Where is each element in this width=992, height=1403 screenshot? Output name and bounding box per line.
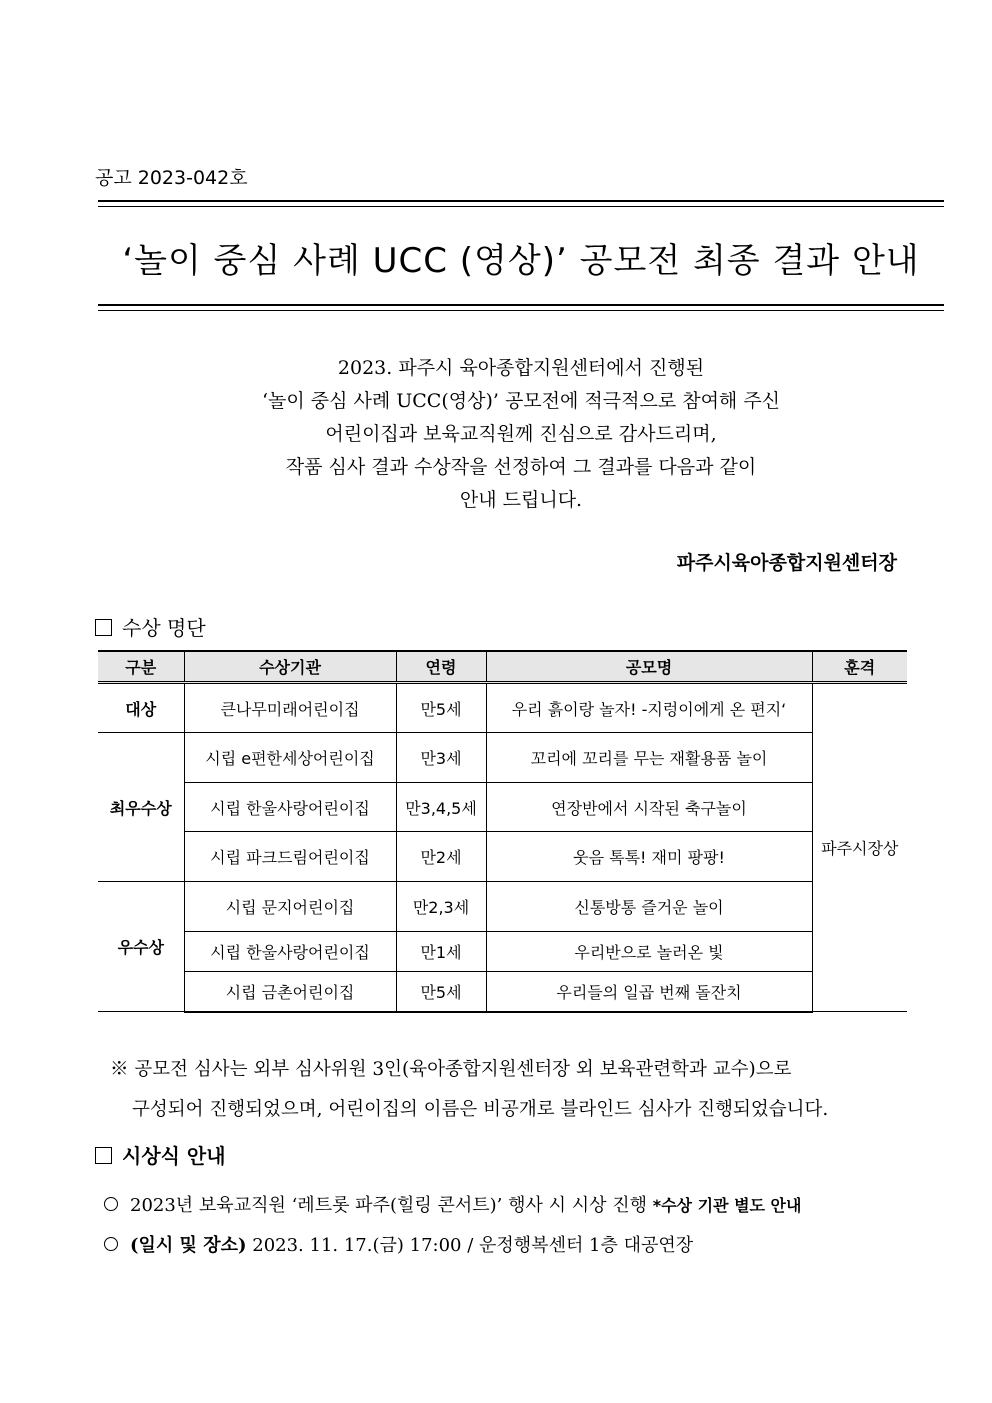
header-age: 연령: [396, 651, 486, 683]
intro-line: 2023. 파주시 육아종합지원센터에서 진행된: [337, 357, 705, 379]
age-cell: 만1세: [396, 932, 486, 972]
signer: 파주시육아종합지원센터장: [676, 552, 897, 574]
header-organization: 수상기관: [184, 651, 396, 683]
work-cell: 신통방통 즐거운 놀이: [486, 882, 812, 932]
org-cell: 큰나무미래어린이집: [184, 683, 396, 733]
section-title: 수상 명단: [122, 616, 206, 640]
ceremony-label: (일시 및 장소): [130, 1235, 247, 1256]
table-row: [98, 832, 907, 882]
work-cell: 웃음 톡톡! 재미 팡팡!: [486, 832, 812, 882]
notice-number: 공고 2023-042호: [95, 167, 248, 189]
header-category: 구분: [98, 651, 184, 683]
ceremony-notice: *수상 기관 별도 안내: [652, 1196, 802, 1215]
category-cell: 최우수상: [98, 733, 184, 882]
work-cell: 연장반에서 시작된 축구놀이: [486, 783, 812, 832]
table-row: [98, 733, 907, 783]
header-work-title: 공모명: [486, 651, 812, 683]
org-cell: 시립 한울사랑어린이집: [184, 932, 396, 972]
work-cell: 꼬리에 꼬리를 무는 재활용품 놀이: [486, 733, 812, 783]
intro-paragraph: [98, 352, 944, 517]
circle-bullet-icon: [104, 1197, 118, 1211]
age-cell: 만5세: [396, 683, 486, 733]
intro-line: 어린이집과 보육교직원께 진심으로 감사드리며,: [325, 423, 717, 445]
table-row: [98, 972, 907, 1012]
honor-cell: 파주시장상: [812, 683, 907, 1012]
intro-line: 안내 드립니다.: [459, 489, 583, 511]
page-title: ‘놀이 중심 사례 UCC (영상)’ 공모전 최종 결과 안내: [122, 241, 920, 281]
work-cell: 우리반으로 놀러온 빛: [486, 932, 812, 972]
awards-table: [98, 650, 907, 1013]
checkbox-square-icon: [95, 1147, 112, 1164]
org-cell: 시립 한울사랑어린이집: [184, 783, 396, 832]
review-note: [110, 1050, 828, 1130]
table-row: [98, 683, 907, 733]
list-item: [104, 1186, 801, 1226]
age-cell: 만2세: [396, 832, 486, 882]
ceremony-text: 2023년 보육교직원 ‘레트롯 파주(힐링 콘서트)’ 행사 시 시상 진행: [130, 1195, 647, 1216]
note-line: ※ 공모전 심사는 외부 심사위원 3인(육아종합지원센터장 외 보육관련학과 교수)으로: [110, 1059, 792, 1080]
age-cell: 만3세: [396, 733, 486, 783]
title-bottom-rule: [98, 304, 944, 311]
category-cell: 우수상: [98, 882, 184, 1012]
age-cell: 만3,4,5세: [396, 783, 486, 832]
org-cell: 시립 문지어린이집: [184, 882, 396, 932]
section-heading-awards: [95, 612, 206, 641]
note-line: 구성되어 진행되었으며, 어린이집의 이름은 비공개로 블라인드 심사가 진행되었습니다.: [132, 1099, 829, 1120]
work-cell: 우리들의 일곱 번째 돌잔치: [486, 972, 812, 1012]
age-cell: 만5세: [396, 972, 486, 1012]
org-cell: 시립 금촌어린이집: [184, 972, 396, 1012]
table-row: [98, 932, 907, 972]
list-item: [104, 1226, 801, 1266]
table-row: [98, 783, 907, 832]
age-cell: 만2,3세: [396, 882, 486, 932]
section-title: 시상식 안내: [122, 1144, 226, 1168]
table-header-row: [98, 651, 907, 683]
ceremony-list: [104, 1186, 801, 1266]
org-cell: 시립 파크드림어린이집: [184, 832, 396, 882]
circle-bullet-icon: [104, 1237, 118, 1251]
work-cell: 우리 흙이랑 놀자! -지렁이에게 온 편지‘: [486, 683, 812, 733]
table-row: [98, 882, 907, 932]
ceremony-datetime-place: 2023. 11. 17.(금) 17:00 / 운정행복센터 1층 대공연장: [252, 1235, 694, 1256]
checkbox-square-icon: [95, 619, 112, 636]
title-top-rule: [98, 200, 944, 207]
category-cell: 대상: [98, 683, 184, 733]
org-cell: 시립 e편한세상어린이집: [184, 733, 396, 783]
intro-line: ‘놀이 중심 사례 UCC(영상)’ 공모전에 적극적으로 참여해 주신: [261, 390, 781, 412]
intro-line: 작품 심사 결과 수상작을 선정하여 그 결과를 다음과 같이: [285, 456, 757, 478]
section-heading-ceremony: [95, 1140, 226, 1169]
header-honor: 훈격: [812, 651, 907, 683]
